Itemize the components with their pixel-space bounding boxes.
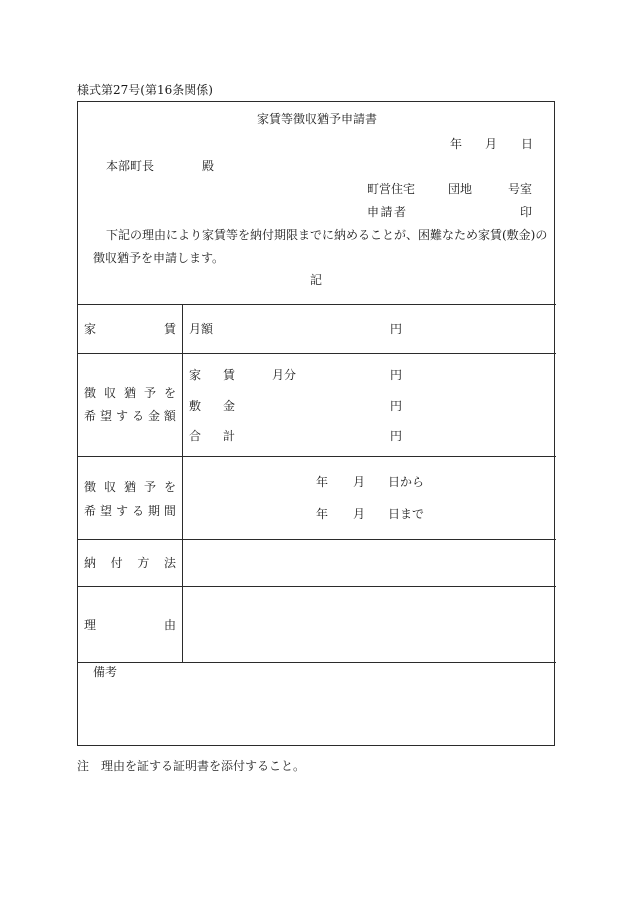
remarks-label: 備考 (93, 665, 118, 679)
period-end-to-label: 日まで (388, 507, 425, 521)
amount-total-yen-label: 円 (390, 429, 403, 443)
reason-label: 理 由 (84, 618, 176, 632)
address-room-label: 号室 (508, 182, 533, 196)
date-month-label: 月 (485, 137, 498, 151)
amount-rent-yen-label: 円 (390, 368, 403, 382)
period-start-month-label: 月 (353, 475, 366, 489)
amount-label-line1: 徴 収 猶 予 を (84, 386, 176, 400)
divider-payment (77, 586, 556, 587)
addressee-honorific: 殿 (202, 159, 215, 173)
label-column-divider (182, 304, 183, 662)
applicant-label: 申 請 者 (367, 205, 406, 219)
period-end-year-label: 年 (316, 507, 329, 521)
date-day-label: 日 (521, 137, 534, 151)
addressee-name: 本部町長 (106, 159, 155, 173)
period-label-line1: 徴 収 猶 予 を (84, 480, 176, 494)
ki-mark: 記 (310, 273, 323, 287)
rent-label: 家 賃 (84, 322, 176, 336)
amount-deposit-yen-label: 円 (390, 399, 403, 413)
period-start-from-label: 日から (388, 475, 425, 489)
divider-rent (77, 353, 556, 354)
seal-mark: 印 (520, 205, 533, 219)
rent-monthly-label: 月額 (189, 322, 214, 336)
divider-amount (77, 456, 556, 457)
request-text-line2: 徴収猶予を申請します。 (93, 251, 225, 265)
address-complex-label: 団地 (448, 182, 473, 196)
amount-deposit-label: 敷 金 (189, 399, 235, 413)
request-text-line1: 下記の理由により家賃等を納付期限までに納めることが、困難なため家賃(敷金)の (106, 228, 548, 242)
amount-label-line2: 希 望 す る 金 額 (84, 409, 176, 423)
date-year-label: 年 (450, 137, 463, 151)
form-frame (77, 101, 555, 746)
amount-month-portion-label: 月分 (272, 368, 297, 382)
divider-header (77, 304, 556, 305)
divider-reason (77, 662, 556, 663)
payment-method-label: 納 付 方 法 (84, 556, 176, 570)
rent-yen-label: 円 (390, 322, 403, 336)
period-start-year-label: 年 (316, 475, 329, 489)
amount-rent-label: 家 賃 (189, 368, 235, 382)
form-number: 様式第27号(第16条関係) (77, 83, 213, 97)
period-label-line2: 希 望 す る 期 間 (84, 504, 176, 518)
form-title: 家賃等徴収猶予申請書 (257, 112, 378, 126)
period-end-month-label: 月 (353, 507, 366, 521)
divider-period (77, 539, 556, 540)
amount-total-label: 合 計 (189, 429, 235, 443)
address-housing-label: 町営住宅 (367, 182, 416, 196)
footnote: 注 理由を証する証明書を添付すること。 (77, 759, 306, 773)
